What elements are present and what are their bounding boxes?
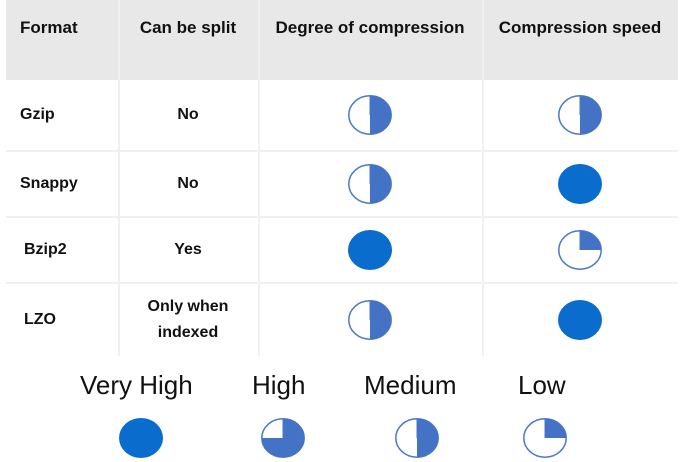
compression-table <box>6 0 678 356</box>
header-degree-of-compression: Degree of compression <box>275 18 465 37</box>
speed-cell <box>482 152 678 216</box>
header-compression-speed: Compression speed <box>498 18 662 37</box>
table-row <box>6 284 678 356</box>
split-text: Only when <box>147 298 229 315</box>
very-high-level-icon <box>555 162 605 206</box>
split-text: No <box>177 175 199 192</box>
very-high-level-icon <box>116 416 166 460</box>
legend-label-high: High <box>252 370 306 400</box>
format-cell: Snappy <box>20 175 78 192</box>
table-row <box>6 152 678 216</box>
format-cell: Bzip2 <box>24 241 67 258</box>
high-level-icon <box>258 416 308 460</box>
compression-cell <box>258 152 482 216</box>
split-text: Yes <box>174 241 202 258</box>
header-format: Format <box>20 18 78 37</box>
medium-level-icon <box>345 298 395 342</box>
medium-level-icon <box>345 162 395 206</box>
format-cell: Gzip <box>20 106 55 123</box>
compression-cell <box>258 284 482 356</box>
speed-cell <box>482 284 678 356</box>
medium-level-icon <box>555 93 605 137</box>
split-cell <box>118 218 258 282</box>
low-level-icon <box>520 416 570 460</box>
very-high-level-icon <box>345 228 395 272</box>
table-row <box>6 218 678 282</box>
low-level-icon <box>555 228 605 272</box>
legend-label-low: Low <box>518 370 566 400</box>
split-text-line2: indexed <box>157 324 219 341</box>
legend <box>0 360 682 462</box>
split-text: No <box>177 106 199 123</box>
speed-cell <box>482 80 678 150</box>
legend-label-medium: Medium <box>364 370 457 400</box>
table-row <box>6 80 678 150</box>
table-header-row <box>6 0 678 80</box>
speed-cell <box>482 218 678 282</box>
split-cell <box>118 152 258 216</box>
compression-cell <box>258 218 482 282</box>
compression-cell <box>258 80 482 150</box>
header-can-be-split: Can be split <box>139 18 237 37</box>
medium-level-icon <box>392 416 442 460</box>
medium-level-icon <box>345 93 395 137</box>
very-high-level-icon <box>555 298 605 342</box>
split-cell <box>118 80 258 150</box>
format-cell: LZO <box>24 311 56 328</box>
legend-label-very-high: Very High <box>80 370 193 400</box>
split-cell <box>118 284 258 356</box>
